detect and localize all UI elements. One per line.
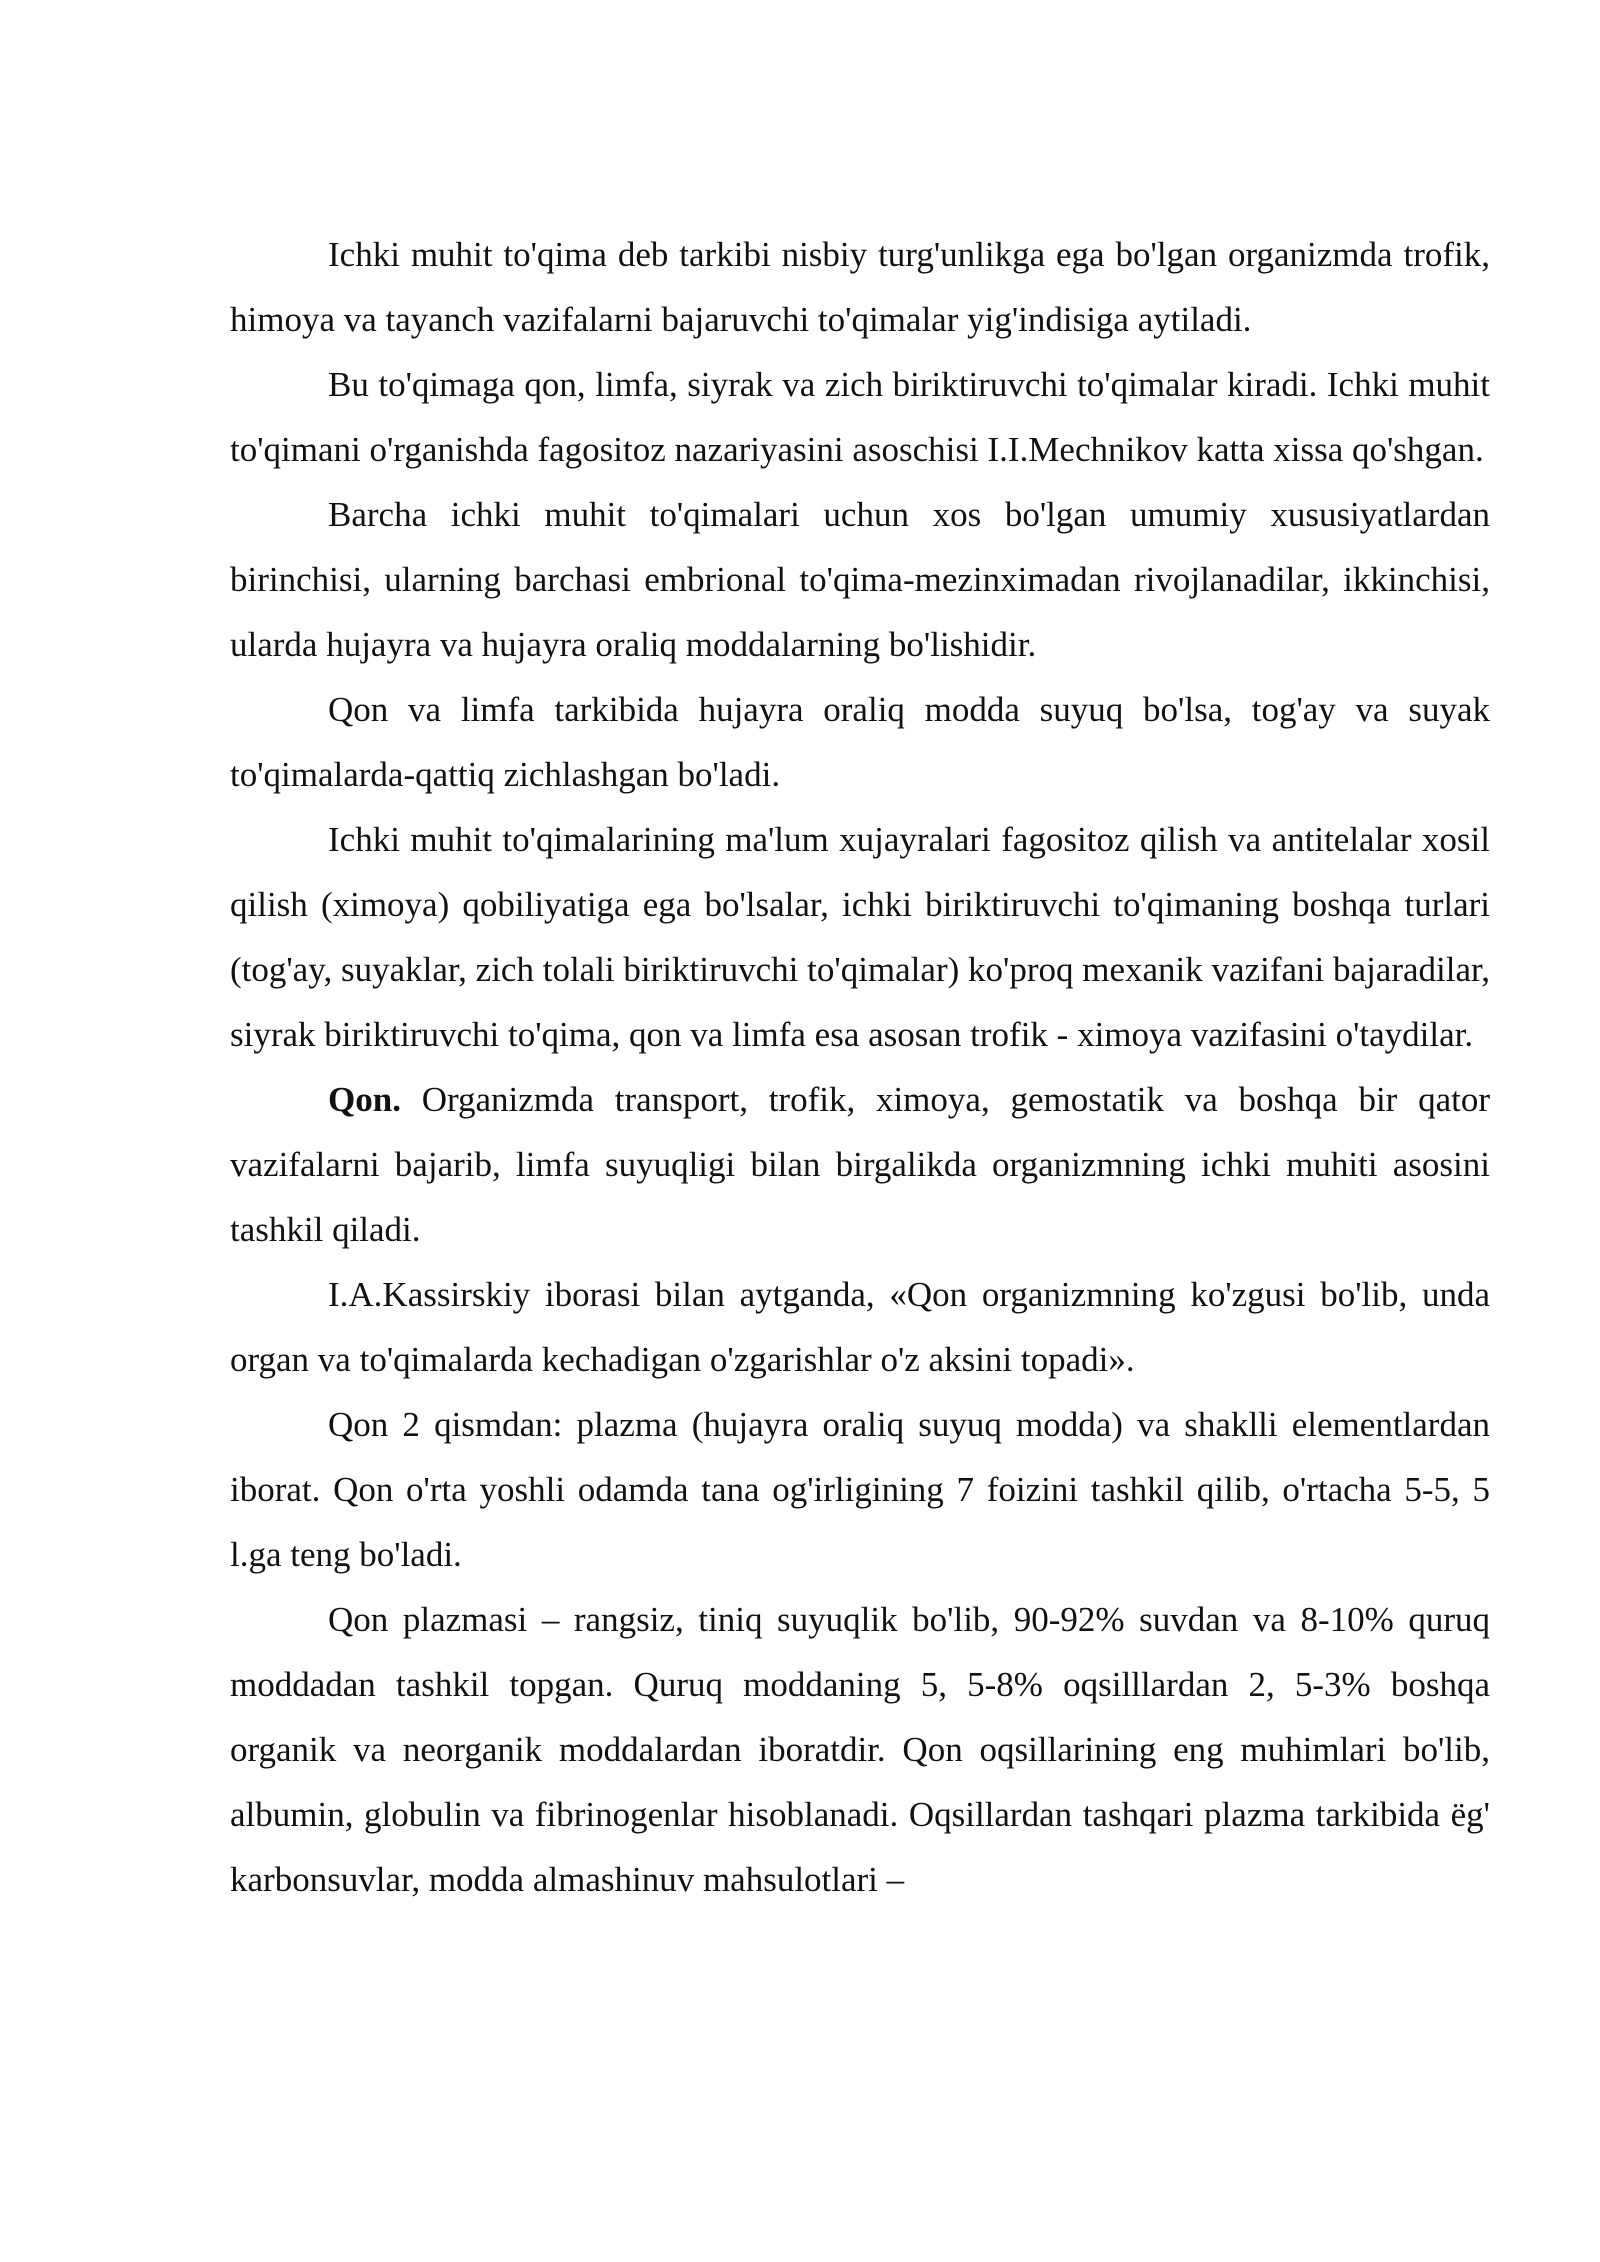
paragraph-kassirskiy-quote (230, 1262, 1490, 1392)
paragraph-tissue-functions (230, 807, 1490, 1067)
paragraph-common-features (230, 482, 1490, 677)
paragraph-text: Qon 2 qismdan: plazma (hujayra oraliq suyuq modda) va shaklli elementlardan iborat. Qon o'rta yoshli odamda tana og'irligining 7 foizini tashkil qilib, o'rtacha 5-5, 5 l.ga teng bo'ladi. (230, 1405, 1490, 1574)
paragraph-text: Bu to'qimaga qon, limfa, siyrak va zich biriktiruvchi to'qimalar kiradi. Ichki muhit to'qimani o'rganishda fagositoz nazariyasini asoschisi I.I.Mechnikov katta xissa qo'shgan. (230, 365, 1490, 469)
paragraph-internal-tissue-definition (230, 222, 1490, 352)
paragraph-text: Ichki muhit to'qimalarining ma'lum xujayralari fagositoz qilish va antitelalar xosil qilish (ximoya) qobiliyatiga ega bo'lsalar, ichki biriktiruvchi to'qimaning boshqa turlari (tog'ay, suyaklar, zich tolali biriktiruvchi to'qimalar) ko'proq mexanik vazifani bajaradilar, siyrak biriktiruvchi to'qima, qon va limfa esa asosan trofik - ximoya vazifasini o'taydilar. (230, 820, 1490, 1054)
paragraph-blood-intro (230, 1067, 1490, 1262)
paragraph-text: Qon va limfa tarkibida hujayra oraliq modda suyuq bo'lsa, tog'ay va suyak to'qimalarda-qattiq zichlashgan bo'ladi. (230, 690, 1490, 794)
paragraph-blood-composition (230, 1392, 1490, 1587)
paragraph-text: Organizmda transport, trofik, ximoya, gemostatik va boshqa bir qator vazifalarni bajarib, limfa suyuqligi bilan birgalikda organizmning ichki muhiti asosini tashkil qiladi. (230, 1080, 1490, 1249)
paragraph-bold-lead: Qon. (328, 1080, 401, 1119)
paragraph-text: Qon plazmasi – rangsiz, tiniq suyuqlik bo'lib, 90-92% suvdan va 8-10% quruq moddadan tashkil topgan. Quruq moddaning 5, 5-8% oqsilllardan 2, 5-3% boshqa organik va neorganik moddalardan iboratdir. Qon oqsillarining eng muhimlari bo'lib, albumin, globulin va fibrinogenlar hisoblanadi. Oqsillardan tashqari plazma tarkibida ëg' karbonsuvlar, modda almashinuv mahsulotlari – (230, 1600, 1490, 1899)
paragraph-text: I.A.Kassirskiy iborasi bilan aytganda, «Qon organizmning ko'zgusi bo'lib, unda organ va to'qimalarda kechadigan o'zgarishlar o'z aksini topadi». (230, 1275, 1490, 1379)
paragraph-text: Barcha ichki muhit to'qimalari uchun xos bo'lgan umumiy xususiyatlardan birinchisi, ularning barchasi embrional to'qima-mezinximadan rivojlanadilar, ikkinchisi, ularda hujayra va hujayra oraliq moddalarning bo'lishidir. (230, 495, 1490, 664)
paragraph-text: Ichki muhit to'qima deb tarkibi nisbiy turg'unlikga ega bo'lgan organizmda trofik, himoya va tayanch vazifalarni bajaruvchi to'qimalar yig'indisiga aytiladi. (230, 235, 1490, 339)
paragraph-tissue-types (230, 352, 1490, 482)
document-body (230, 222, 1490, 1912)
paragraph-intercellular-substance (230, 677, 1490, 807)
paragraph-blood-plasma (230, 1587, 1490, 1912)
